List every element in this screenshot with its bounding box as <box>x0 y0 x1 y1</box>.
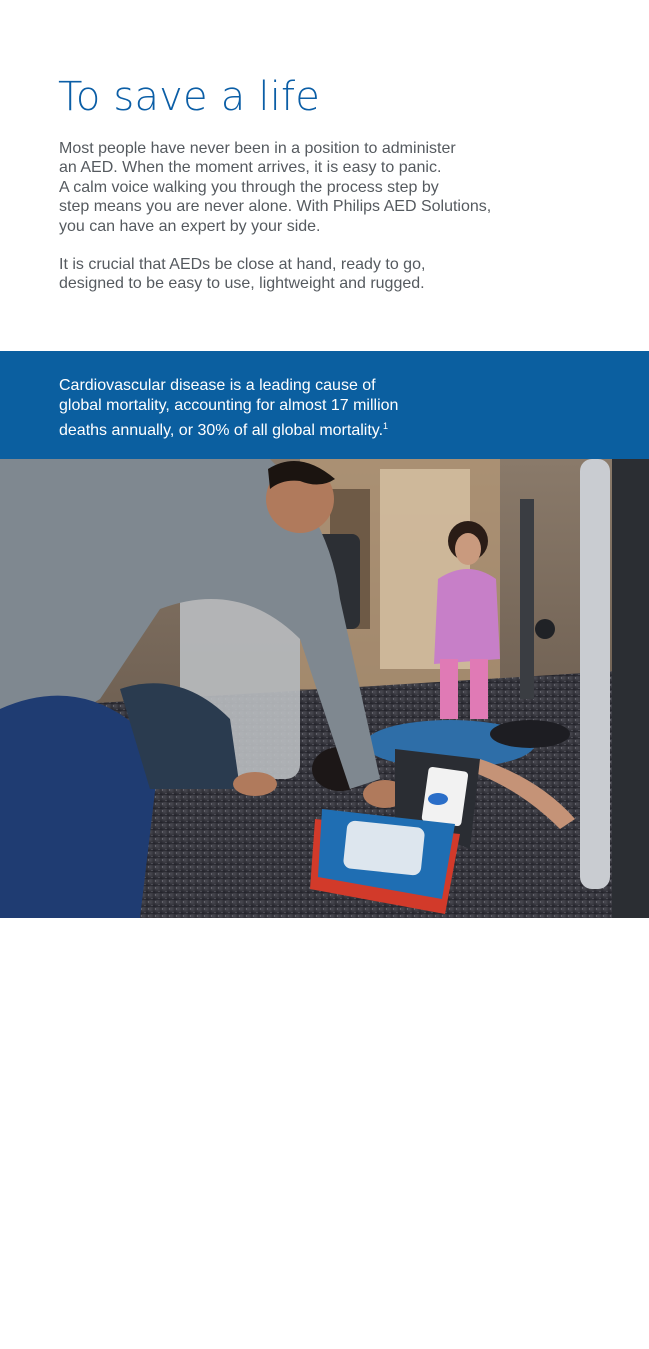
aed-rescue-photo <box>0 459 649 1349</box>
callout-line: Cardiovascular disease is a leading cause of <box>59 377 376 394</box>
intro-paragraph-1 <box>59 139 549 236</box>
intro-line: step means you are never alone. With Philips AED Solutions, <box>59 198 492 216</box>
photo-illustration <box>0 459 649 918</box>
page-number: 2 <box>58 1339 64 1349</box>
intro-line: designed to be easy to use, lightweight and rugged. <box>59 275 425 293</box>
intro-line: Most people have never been in a position to administer <box>59 140 456 157</box>
intro-line: It is crucial that AEDs be close at hand, ready to go, <box>59 256 426 274</box>
page-title: To save a life <box>58 74 321 120</box>
intro-line: you can have an expert by your side. <box>59 217 321 235</box>
footnote-marker: 1 <box>383 421 389 431</box>
callout-line: global mortality, accounting for almost 17 million <box>59 397 399 414</box>
intro-paragraph-2 <box>59 255 549 294</box>
intro-line: A calm voice walking you through the process step by <box>59 178 439 196</box>
callout-text <box>59 376 479 441</box>
intro-text <box>59 139 549 313</box>
callout-line <box>59 416 479 441</box>
callout-line-text: deaths annually, or 30% of all global mortality. <box>59 422 384 439</box>
intro-line: an AED. When the moment arrives, it is easy to panic. <box>59 159 442 177</box>
